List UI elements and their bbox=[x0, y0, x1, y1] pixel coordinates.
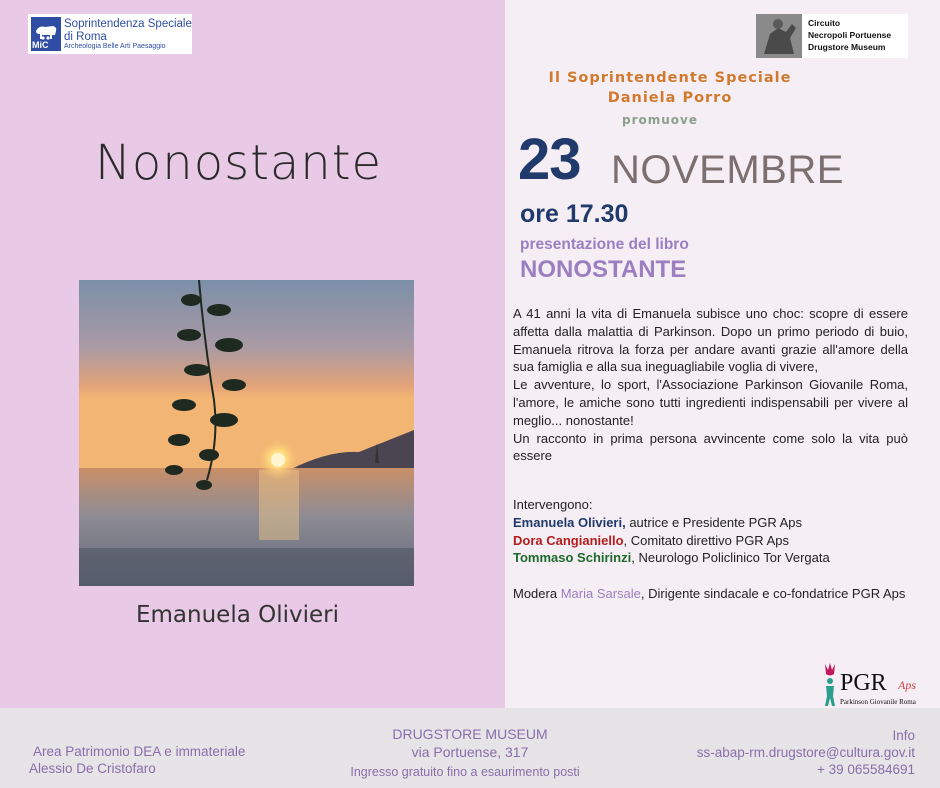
footer-info-label: Info bbox=[892, 728, 915, 743]
she-wolf-emblem-icon bbox=[31, 17, 61, 51]
moderator-prefix: Modera bbox=[513, 586, 561, 601]
footer-address: via Portuense, 317 bbox=[411, 744, 529, 760]
soprintendente-title: Il Soprintendente Speciale bbox=[548, 70, 792, 86]
moderator-name: Maria Sarsale bbox=[560, 586, 641, 601]
circuito-line2: Necropoli Portuense bbox=[808, 30, 892, 40]
soprintendenza-logo bbox=[28, 14, 192, 54]
footer-venue: DRUGSTORE MUSEUM bbox=[392, 726, 548, 742]
event-month: NOVEMBRE bbox=[611, 148, 844, 192]
soprintendenza-name-line1: Soprintendenza Speciale bbox=[64, 18, 192, 30]
speaker-item bbox=[513, 532, 908, 550]
speaker-name: Tommaso Schirinzi bbox=[513, 550, 632, 566]
pgr-name: PGR bbox=[840, 670, 887, 696]
tulip-figure-icon bbox=[822, 662, 838, 708]
speaker-item bbox=[513, 514, 908, 532]
soprintendenza-name bbox=[64, 18, 192, 44]
moderator-role: , Dirigente sindacale e co-fondatrice PGR Aps bbox=[640, 586, 906, 601]
soprintendenza-subtitle: Archeologia Belle Arti Paesaggio bbox=[64, 43, 166, 50]
circuito-logo bbox=[756, 14, 908, 58]
footer-area: Area Patrimonio DEA e immateriale bbox=[33, 744, 246, 759]
presentation-label: presentazione del libro bbox=[520, 236, 689, 253]
description-paragraph-3: Un racconto in prima persona avvincente come solo la vita può essere bbox=[513, 430, 908, 464]
footer-phone: + 39 065584691 bbox=[817, 762, 915, 777]
pgr-subtitle: Parkinson Giovanile Roma bbox=[840, 698, 916, 706]
description-paragraph-2: Le avventure, lo sport, l'Associazione Parkinson Giovanile Roma, l'amore, le amiche sono tutti ingredienti indispensabili per vivere al meglio... nonostante! bbox=[513, 377, 908, 428]
pgr-logo bbox=[822, 662, 922, 708]
circuito-line3: Drugstore Museum bbox=[808, 42, 886, 52]
mic-label: MiC bbox=[32, 40, 49, 50]
event-time: ore 17.30 bbox=[520, 200, 629, 228]
circuito-line1: Circuito bbox=[808, 18, 841, 28]
promuove-label: promuove bbox=[622, 113, 699, 127]
pgr-aps: Aps bbox=[898, 678, 916, 692]
book-name: NONOSTANTE bbox=[520, 256, 687, 283]
speaker-item bbox=[513, 549, 908, 567]
book-cover-author: Emanuela Olivieri bbox=[136, 602, 340, 628]
speakers-list bbox=[513, 496, 908, 567]
soprintendenza-name-line2: di Roma bbox=[64, 31, 107, 43]
footer-email: ss-abap-rm.drugstore@cultura.gov.it bbox=[696, 745, 915, 760]
speaker-role: , Comitato direttivo PGR Aps bbox=[623, 532, 789, 548]
speaker-name: Emanuela Olivieri, bbox=[513, 514, 626, 530]
book-description bbox=[513, 305, 908, 465]
statue-image-icon bbox=[756, 14, 802, 58]
speakers-heading: Intervengono: bbox=[513, 497, 593, 512]
speaker-role: autrice e Presidente PGR Aps bbox=[625, 514, 803, 530]
book-cover-title: Nonostante bbox=[95, 135, 383, 191]
circuito-text bbox=[808, 17, 891, 53]
footer-entry-note: Ingresso gratuito fino a esaurimento posti bbox=[350, 765, 580, 779]
description-paragraph-1: A 41 anni la vita di Emanuela subisce uno choc: scopre di essere affetta dalla malattia di Parkinson. Dopo un primo periodo di buio, Emanuela ritrova la forza per andare avanti grazie all'amore della sua famiglia e alla sua ineguagliabile voglia di vivere, bbox=[513, 306, 908, 375]
sunset-photo bbox=[79, 280, 414, 586]
event-day: 23 bbox=[518, 127, 581, 192]
speaker-role: , Neurologo Policlinico Tor Vergata bbox=[631, 550, 830, 566]
speaker-name: Dora Cangianiello bbox=[513, 532, 624, 548]
moderator bbox=[513, 585, 908, 603]
soprintendente-name: Daniela Porro bbox=[607, 90, 733, 106]
footer-contact-name: Alessio De Cristofaro bbox=[29, 761, 156, 776]
